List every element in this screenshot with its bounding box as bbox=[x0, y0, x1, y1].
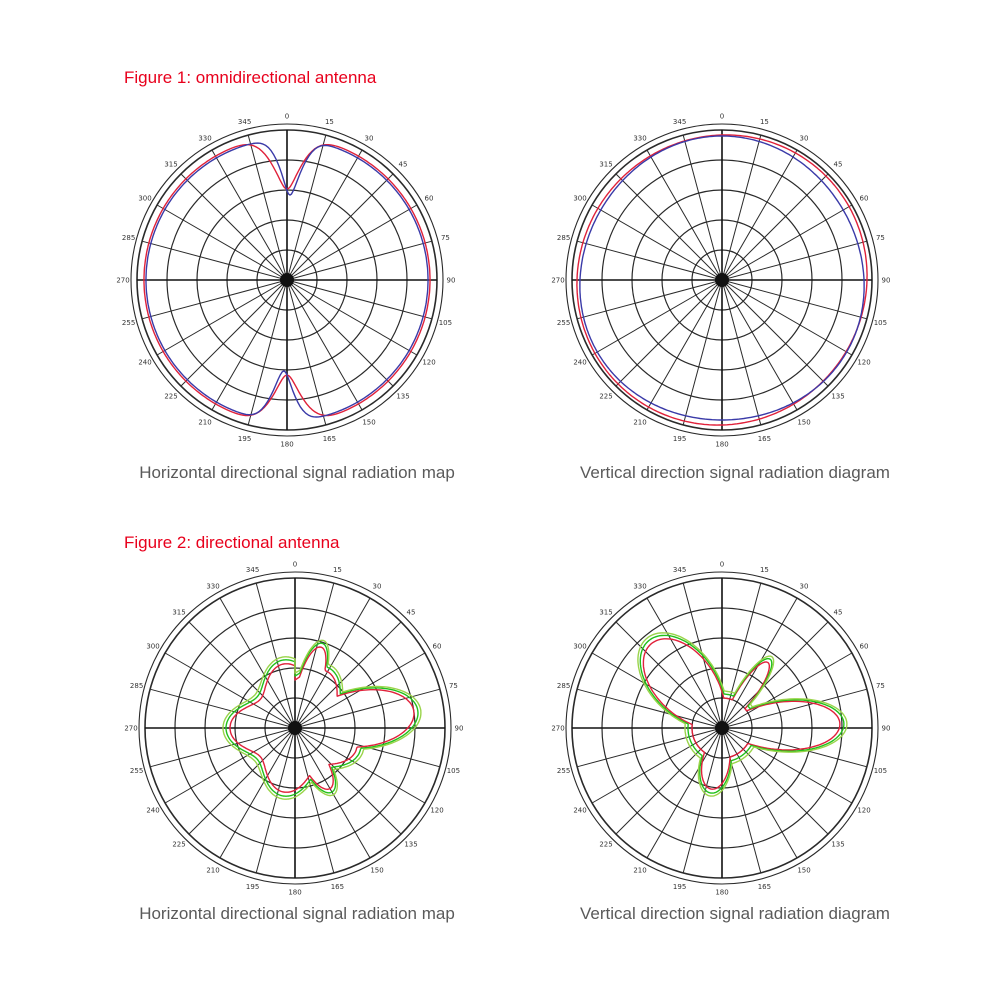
angle-tick-label: 60 bbox=[432, 642, 442, 651]
angle-tick-label: 90 bbox=[881, 724, 891, 733]
angle-tick-label: 255 bbox=[121, 318, 136, 327]
center-hub bbox=[715, 721, 729, 735]
angle-tick-label: 225 bbox=[599, 392, 613, 401]
angle-tick-label: 345 bbox=[237, 118, 252, 127]
angle-tick-label: 300 bbox=[573, 642, 587, 651]
spoke-330 bbox=[647, 150, 722, 280]
spoke-30 bbox=[287, 150, 362, 280]
angle-tick-label: 135 bbox=[831, 840, 845, 849]
angle-tick-label: 345 bbox=[672, 118, 687, 127]
angle-tick-label: 195 bbox=[245, 882, 260, 891]
angle-tick-label: 15 bbox=[332, 566, 342, 575]
angle-tick-label: 240 bbox=[573, 358, 587, 367]
angle-tick-label: 120 bbox=[422, 358, 436, 367]
center-hub bbox=[280, 273, 294, 287]
angle-tick-label: 120 bbox=[857, 358, 871, 367]
angle-tick-label: 180 bbox=[288, 888, 302, 897]
spoke-15 bbox=[722, 135, 761, 280]
angle-tick-label: 345 bbox=[672, 566, 687, 575]
angle-tick-label: 180 bbox=[715, 440, 729, 449]
angle-tick-label: 0 bbox=[284, 112, 290, 121]
angle-tick-label: 105 bbox=[873, 766, 888, 775]
spoke-255 bbox=[142, 280, 287, 319]
angle-tick-label: 15 bbox=[759, 118, 769, 127]
angle-tick-label: 75 bbox=[440, 234, 450, 243]
spoke-345 bbox=[683, 135, 722, 280]
spoke-60 bbox=[722, 653, 852, 728]
spoke-60 bbox=[722, 205, 852, 280]
angle-tick-label: 90 bbox=[446, 276, 456, 285]
angle-tick-label: 315 bbox=[599, 608, 613, 617]
figure-1-title: Figure 1: omnidirectional antenna bbox=[124, 68, 377, 87]
spoke-120 bbox=[722, 280, 852, 355]
directional-vertical-caption: Vertical direction signal radiation diagram bbox=[580, 904, 890, 923]
angle-tick-label: 225 bbox=[164, 392, 178, 401]
spoke-285 bbox=[577, 689, 722, 728]
omni-horizontal-caption: Horizontal directional signal radiation map bbox=[139, 463, 455, 482]
spoke-225 bbox=[616, 728, 722, 834]
angle-tick-label: 75 bbox=[875, 234, 885, 243]
angle-tick-label: 90 bbox=[454, 724, 464, 733]
angle-tick-label: 0 bbox=[292, 560, 298, 569]
angle-tick-label: 225 bbox=[599, 840, 613, 849]
spoke-135 bbox=[722, 280, 828, 386]
angle-tick-label: 120 bbox=[857, 806, 871, 815]
angle-tick-label: 300 bbox=[138, 194, 152, 203]
angle-tick-label: 285 bbox=[121, 234, 136, 243]
spoke-165 bbox=[722, 280, 761, 425]
angle-tick-label: 315 bbox=[599, 160, 613, 169]
angle-tick-label: 60 bbox=[424, 194, 434, 203]
spoke-330 bbox=[212, 150, 287, 280]
angle-tick-label: 0 bbox=[719, 560, 725, 569]
angle-tick-label: 270 bbox=[551, 724, 565, 733]
angle-tick-label: 165 bbox=[757, 882, 772, 891]
spoke-150 bbox=[722, 280, 797, 410]
angle-tick-label: 105 bbox=[873, 318, 888, 327]
angle-tick-label: 270 bbox=[116, 276, 130, 285]
angle-tick-label: 135 bbox=[404, 840, 418, 849]
angle-tick-label: 45 bbox=[398, 160, 408, 169]
angle-tick-label: 45 bbox=[833, 160, 843, 169]
angle-tick-label: 150 bbox=[362, 418, 376, 427]
angle-tick-label: 210 bbox=[206, 866, 220, 875]
figure-2-title: Figure 2: directional antenna bbox=[124, 533, 340, 552]
angle-tick-label: 90 bbox=[881, 276, 891, 285]
spoke-255 bbox=[577, 280, 722, 319]
angle-tick-label: 255 bbox=[129, 766, 144, 775]
angle-tick-label: 30 bbox=[364, 134, 374, 143]
spoke-285 bbox=[150, 689, 295, 728]
spoke-105 bbox=[287, 280, 432, 319]
directional-horizontal-radiation-plot bbox=[125, 558, 465, 898]
center-hub bbox=[288, 721, 302, 735]
angle-tick-label: 120 bbox=[430, 806, 444, 815]
angle-tick-label: 60 bbox=[859, 642, 869, 651]
angle-tick-label: 345 bbox=[245, 566, 260, 575]
angle-tick-label: 30 bbox=[799, 134, 809, 143]
angle-tick-label: 165 bbox=[757, 434, 772, 443]
angle-tick-label: 180 bbox=[280, 440, 294, 449]
spoke-105 bbox=[722, 280, 867, 319]
angle-tick-label: 150 bbox=[797, 866, 811, 875]
spoke-210 bbox=[220, 728, 295, 858]
angle-tick-label: 210 bbox=[198, 418, 212, 427]
angle-tick-label: 315 bbox=[164, 160, 178, 169]
angle-tick-label: 240 bbox=[146, 806, 160, 815]
angle-tick-label: 285 bbox=[556, 234, 571, 243]
angle-tick-label: 105 bbox=[438, 318, 453, 327]
spoke-105 bbox=[722, 728, 867, 767]
angle-tick-label: 60 bbox=[859, 194, 869, 203]
angle-tick-label: 75 bbox=[448, 682, 458, 691]
spoke-240 bbox=[157, 280, 287, 355]
directional-vertical-radiation-plot bbox=[552, 558, 892, 898]
spoke-225 bbox=[616, 280, 722, 386]
spoke-45 bbox=[722, 174, 828, 280]
angle-tick-label: 150 bbox=[370, 866, 384, 875]
spoke-45 bbox=[295, 622, 401, 728]
spoke-165 bbox=[722, 728, 761, 873]
spoke-300 bbox=[592, 653, 722, 728]
angle-tick-label: 105 bbox=[446, 766, 461, 775]
angle-tick-label: 270 bbox=[551, 276, 565, 285]
spoke-300 bbox=[157, 205, 287, 280]
angle-tick-label: 210 bbox=[633, 866, 647, 875]
angle-tick-label: 195 bbox=[672, 882, 687, 891]
angle-tick-label: 285 bbox=[129, 682, 144, 691]
spoke-240 bbox=[592, 280, 722, 355]
angle-tick-label: 15 bbox=[324, 118, 334, 127]
angle-tick-label: 255 bbox=[556, 766, 571, 775]
center-hub bbox=[715, 273, 729, 287]
spoke-45 bbox=[722, 622, 828, 728]
angle-tick-label: 135 bbox=[831, 392, 845, 401]
angle-tick-label: 330 bbox=[633, 134, 647, 143]
angle-tick-label: 0 bbox=[719, 112, 725, 121]
angle-tick-label: 15 bbox=[759, 566, 769, 575]
angle-tick-label: 225 bbox=[172, 840, 186, 849]
spoke-300 bbox=[592, 205, 722, 280]
angle-tick-label: 195 bbox=[672, 434, 687, 443]
angle-tick-label: 270 bbox=[124, 724, 138, 733]
angle-tick-label: 255 bbox=[556, 318, 571, 327]
spoke-135 bbox=[287, 280, 393, 386]
spoke-225 bbox=[189, 728, 295, 834]
angle-tick-label: 210 bbox=[633, 418, 647, 427]
spoke-315 bbox=[189, 622, 295, 728]
angle-tick-label: 240 bbox=[138, 358, 152, 367]
spoke-75 bbox=[722, 689, 867, 728]
angle-tick-label: 150 bbox=[797, 418, 811, 427]
spoke-285 bbox=[142, 241, 287, 280]
spoke-120 bbox=[295, 728, 425, 803]
omni-horizontal-radiation-plot bbox=[117, 110, 457, 450]
spoke-60 bbox=[287, 205, 417, 280]
spoke-165 bbox=[295, 728, 334, 873]
omni-vertical-radiation-plot bbox=[552, 110, 892, 450]
spoke-345 bbox=[256, 583, 295, 728]
spoke-135 bbox=[722, 728, 828, 834]
spoke-225 bbox=[181, 280, 287, 386]
spoke-210 bbox=[647, 280, 722, 410]
spoke-255 bbox=[150, 728, 295, 767]
angle-tick-label: 30 bbox=[799, 582, 809, 591]
spoke-315 bbox=[616, 174, 722, 280]
angle-tick-label: 330 bbox=[206, 582, 220, 591]
spoke-315 bbox=[181, 174, 287, 280]
angle-tick-label: 45 bbox=[406, 608, 416, 617]
angle-tick-label: 75 bbox=[875, 682, 885, 691]
angle-tick-label: 330 bbox=[633, 582, 647, 591]
spoke-30 bbox=[722, 150, 797, 280]
angle-tick-label: 330 bbox=[198, 134, 212, 143]
spoke-195 bbox=[683, 280, 722, 425]
directional-horizontal-caption: Horizontal directional signal radiation map bbox=[139, 904, 455, 923]
angle-tick-label: 195 bbox=[237, 434, 252, 443]
spoke-75 bbox=[287, 241, 432, 280]
angle-tick-label: 30 bbox=[372, 582, 382, 591]
omni-vertical-caption: Vertical direction signal radiation diagram bbox=[580, 463, 890, 482]
spoke-120 bbox=[722, 728, 852, 803]
angle-tick-label: 135 bbox=[396, 392, 410, 401]
spoke-330 bbox=[220, 598, 295, 728]
pattern-curve-lightgreen bbox=[638, 633, 847, 796]
angle-tick-label: 165 bbox=[322, 434, 337, 443]
spoke-120 bbox=[287, 280, 417, 355]
angle-tick-label: 285 bbox=[556, 682, 571, 691]
angle-tick-label: 240 bbox=[573, 806, 587, 815]
spoke-75 bbox=[722, 241, 867, 280]
angle-tick-label: 180 bbox=[715, 888, 729, 897]
angle-tick-label: 165 bbox=[330, 882, 345, 891]
spoke-195 bbox=[256, 728, 295, 873]
spoke-240 bbox=[592, 728, 722, 803]
angle-tick-label: 45 bbox=[833, 608, 843, 617]
angle-tick-label: 300 bbox=[573, 194, 587, 203]
spoke-195 bbox=[683, 728, 722, 873]
spoke-45 bbox=[287, 174, 393, 280]
angle-tick-label: 300 bbox=[146, 642, 160, 651]
pattern-curve-red bbox=[230, 647, 414, 792]
spoke-30 bbox=[295, 598, 370, 728]
angle-tick-label: 315 bbox=[172, 608, 186, 617]
spoke-285 bbox=[577, 241, 722, 280]
